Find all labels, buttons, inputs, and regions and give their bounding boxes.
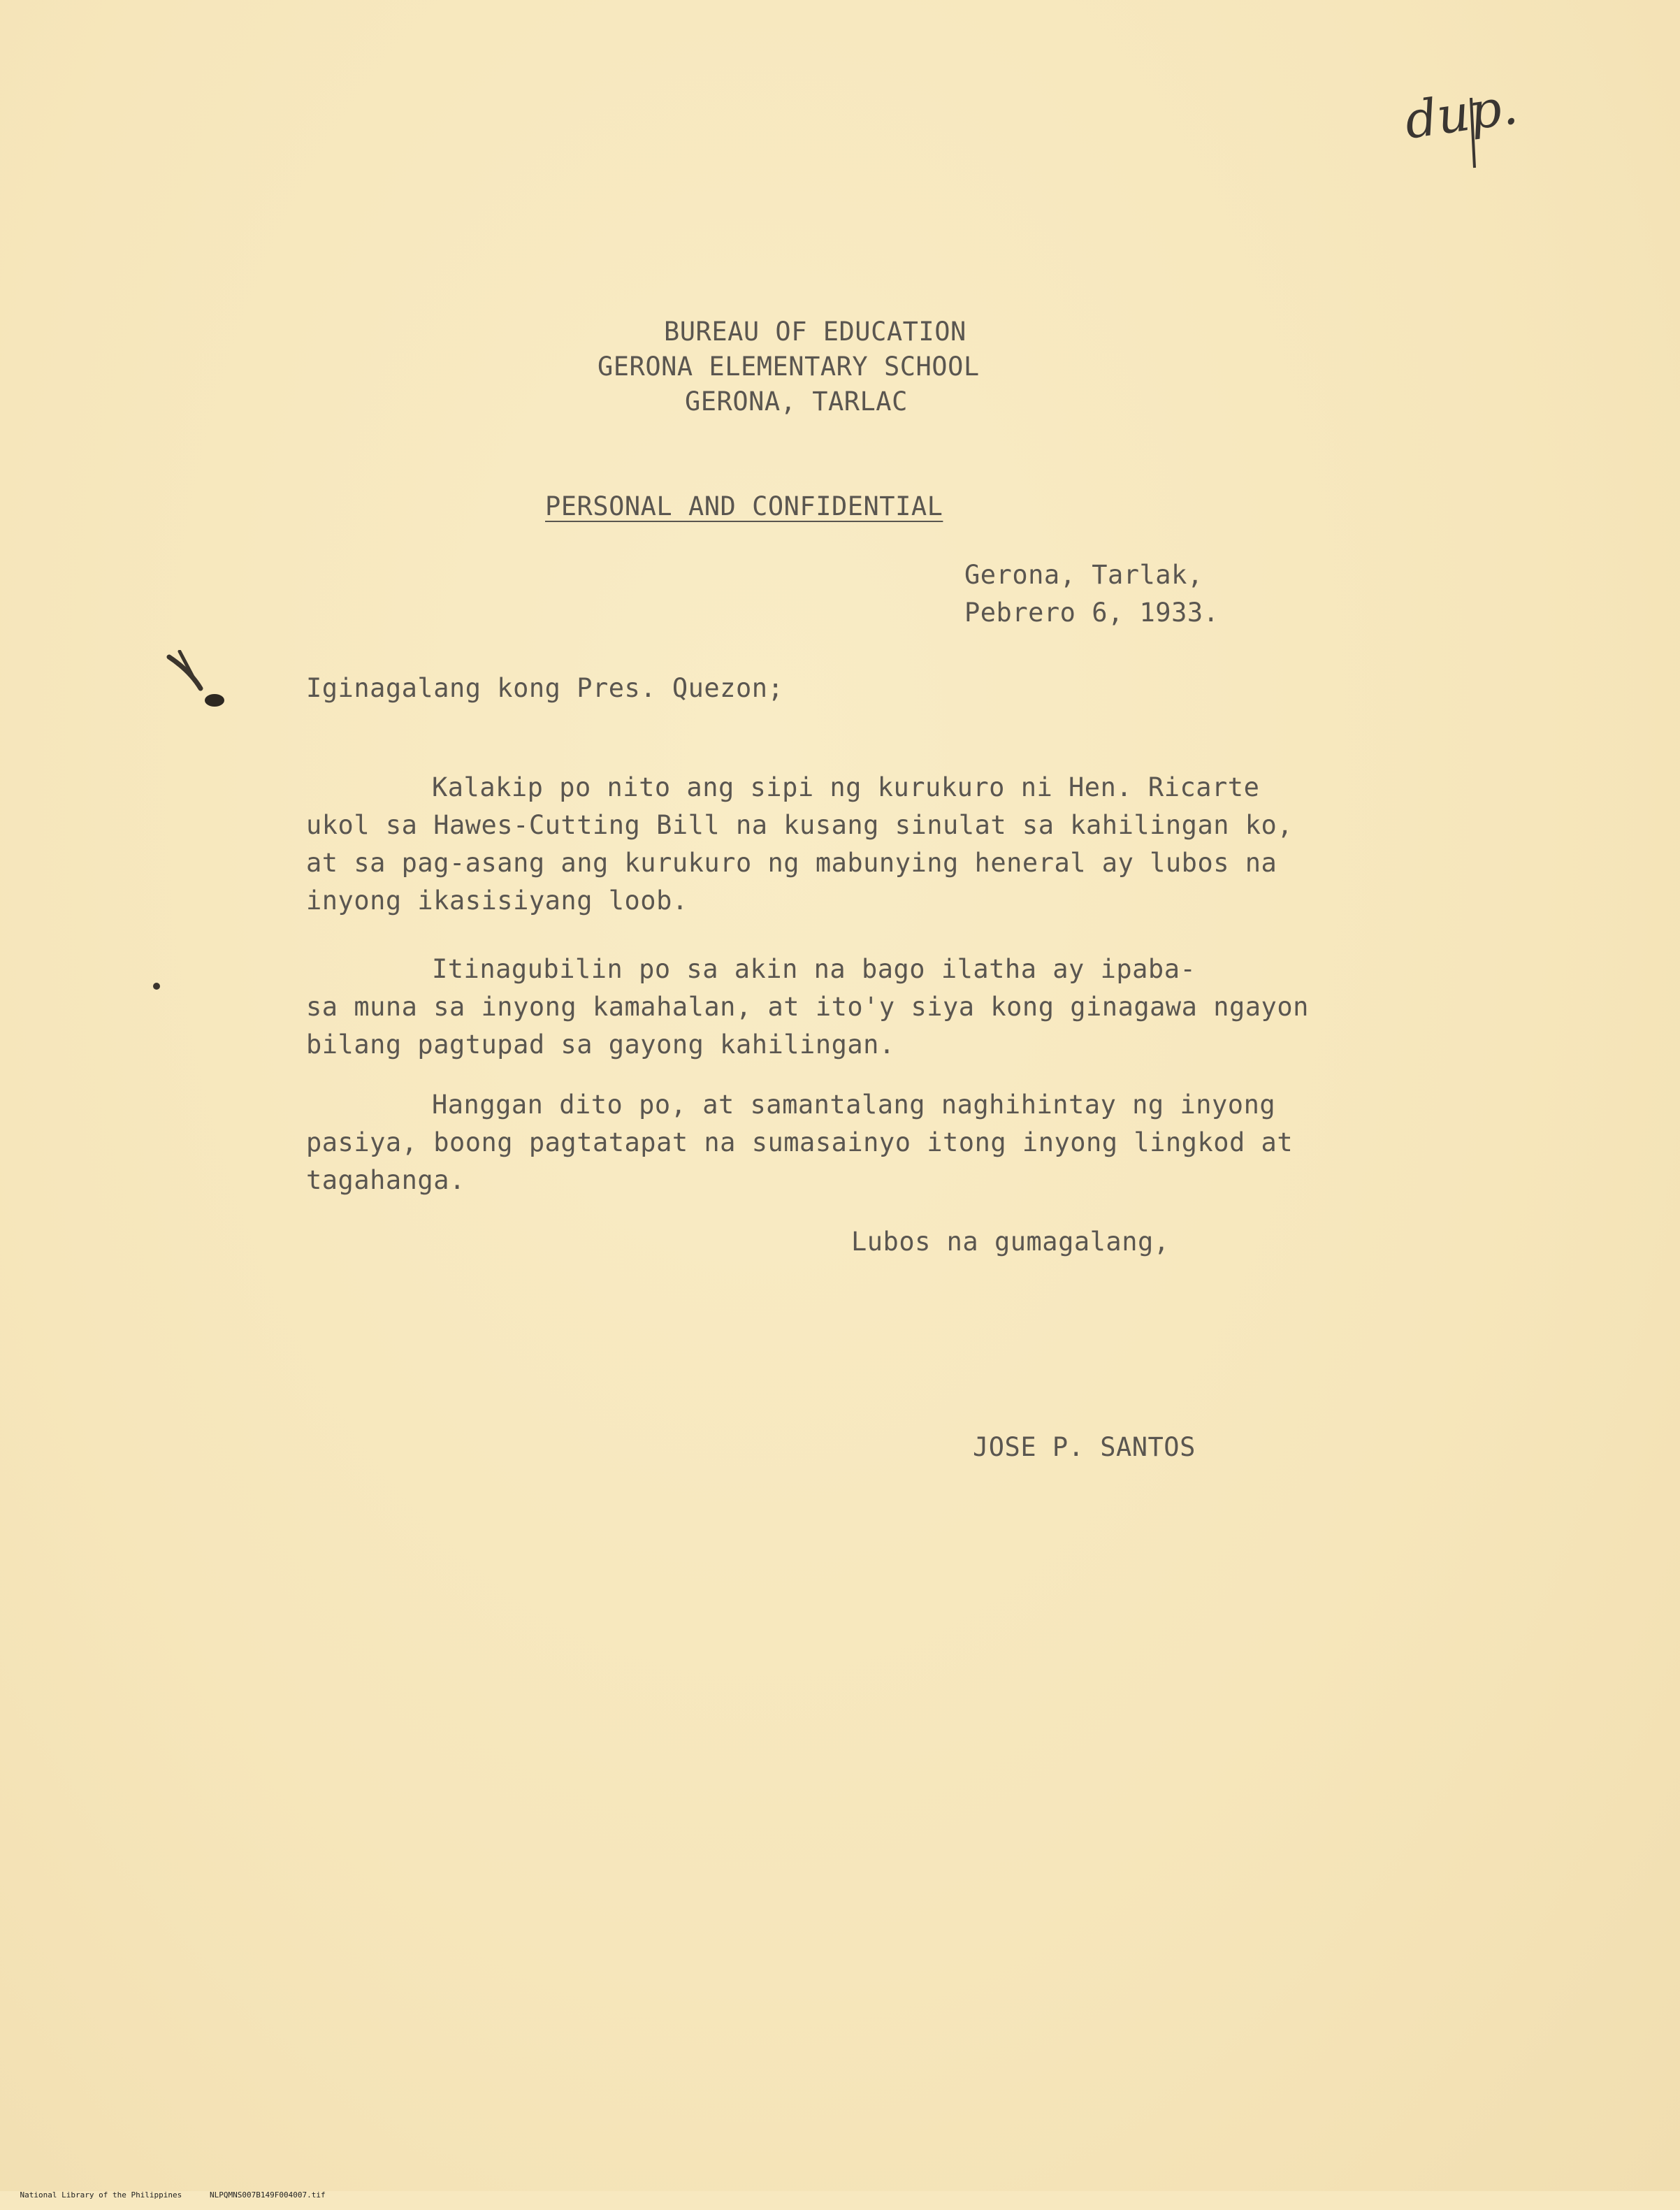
paragraph-1-line-3: at sa pag-asang ang kurukuro ng mabunying heneral ay lubos na xyxy=(306,848,1277,878)
ink-dot-mark xyxy=(152,982,161,990)
date-line: Pebrero 6, 1933. xyxy=(964,598,1219,628)
archive-footer xyxy=(1,2181,326,2210)
paragraph-3-line-3: tagahanga. xyxy=(306,1165,465,1195)
letterhead-line-1: BUREAU OF EDUCATION xyxy=(664,317,966,347)
paragraph-3-line-1: Hanggan dito po, at samantalang naghihintay ng inyong xyxy=(432,1090,1276,1120)
paragraph-2-line-2: sa muna sa inyong kamahalan, at ito'y siya kong ginagawa ngayon xyxy=(306,992,1309,1022)
letterhead-line-2: GERONA ELEMENTARY SCHOOL xyxy=(598,352,980,382)
salutation: Iginagalang kong Pres. Quezon; xyxy=(306,673,784,703)
closing: Lubos na gumagalang, xyxy=(851,1227,1170,1257)
footer-institution: National Library of the Philippines xyxy=(20,2190,182,2200)
ink-stain-mark xyxy=(162,650,239,713)
handwritten-note: dup. xyxy=(1400,76,1521,150)
paragraph-1-line-2: ukol sa Hawes-Cutting Bill na kusang sinulat sa kahilingan ko, xyxy=(306,810,1294,840)
paragraph-2-line-3: bilang pagtupad sa gayong kahilingan. xyxy=(306,1030,895,1060)
paragraph-3-line-2: pasiya, boong pagtatapat na sumasainyo itong inyong lingkod at xyxy=(306,1127,1294,1157)
handwritten-annotation xyxy=(1400,56,1551,175)
confidential-heading: PERSONAL AND CONFIDENTIAL xyxy=(545,491,943,521)
signature-name: JOSE P. SANTOS xyxy=(973,1432,1196,1462)
footer-file-id: NLPQMNS007B149F004007.tif xyxy=(210,2190,326,2200)
paragraph-1-line-1: Kalakip po nito ang sipi ng kurukuro ni Hen. Ricarte xyxy=(432,772,1260,802)
date-place: Gerona, Tarlak, xyxy=(964,560,1203,590)
paragraph-1-line-4: inyong ikasisiyang loob. xyxy=(306,886,688,916)
paragraph-2-line-1: Itinagubilin po sa akin na bago ilatha ay ipaba- xyxy=(432,954,1196,984)
letterhead-line-3: GERONA, TARLAC xyxy=(685,387,908,417)
pen-mark-icon xyxy=(1405,56,1551,175)
